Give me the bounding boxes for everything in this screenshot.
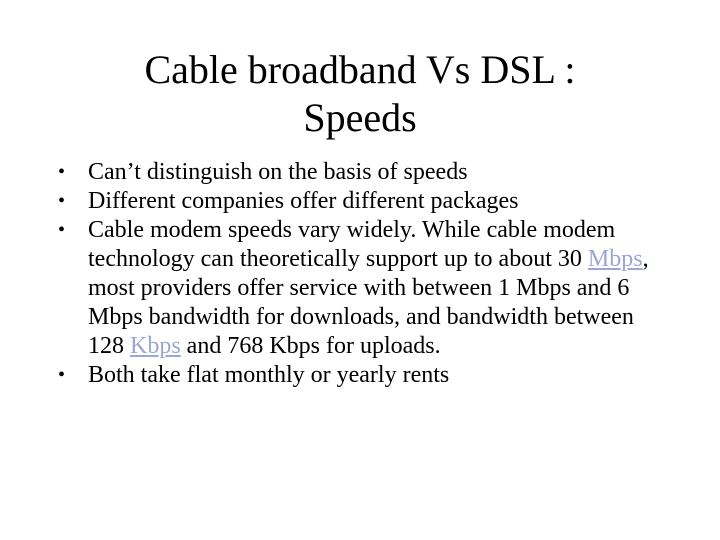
bullet-icon: • — [58, 161, 66, 183]
bullet-text: Different companies offer different packages — [88, 188, 519, 214]
bullet-item-packages — [58, 187, 670, 216]
bullet-icon: • — [58, 364, 66, 386]
bullet-text-part-1: Cable modem speeds vary widely. While cable modem technology can theoretically support up to about 30 — [88, 217, 616, 272]
kbps-link[interactable]: Kbps — [130, 333, 181, 359]
title-line-2: Speeds — [303, 95, 417, 140]
bullet-text: Can’t distinguish on the basis of speeds — [88, 159, 468, 185]
mbps-link[interactable]: Mbps — [587, 246, 643, 272]
bullet-icon: • — [58, 190, 66, 212]
title-line-1: Cable broadband Vs DSL : — [144, 47, 576, 92]
bullet-item-rents — [58, 361, 670, 390]
bullet-item-speeds — [58, 158, 670, 187]
bullet-text-part-2: , most providers offer service with between 1 Mbps and 6 Mbps bandwidth for downloads, and bandwidth between 128 — [88, 246, 649, 359]
bullet-icon: • — [58, 219, 66, 241]
bullet-text: Both take flat monthly or yearly rents — [88, 362, 450, 388]
slide-title — [0, 46, 720, 142]
bullet-item-cable-modem — [58, 216, 670, 361]
bullet-list — [58, 158, 670, 390]
bullet-text-part-3: and 768 Kbps for uploads. — [180, 333, 441, 359]
